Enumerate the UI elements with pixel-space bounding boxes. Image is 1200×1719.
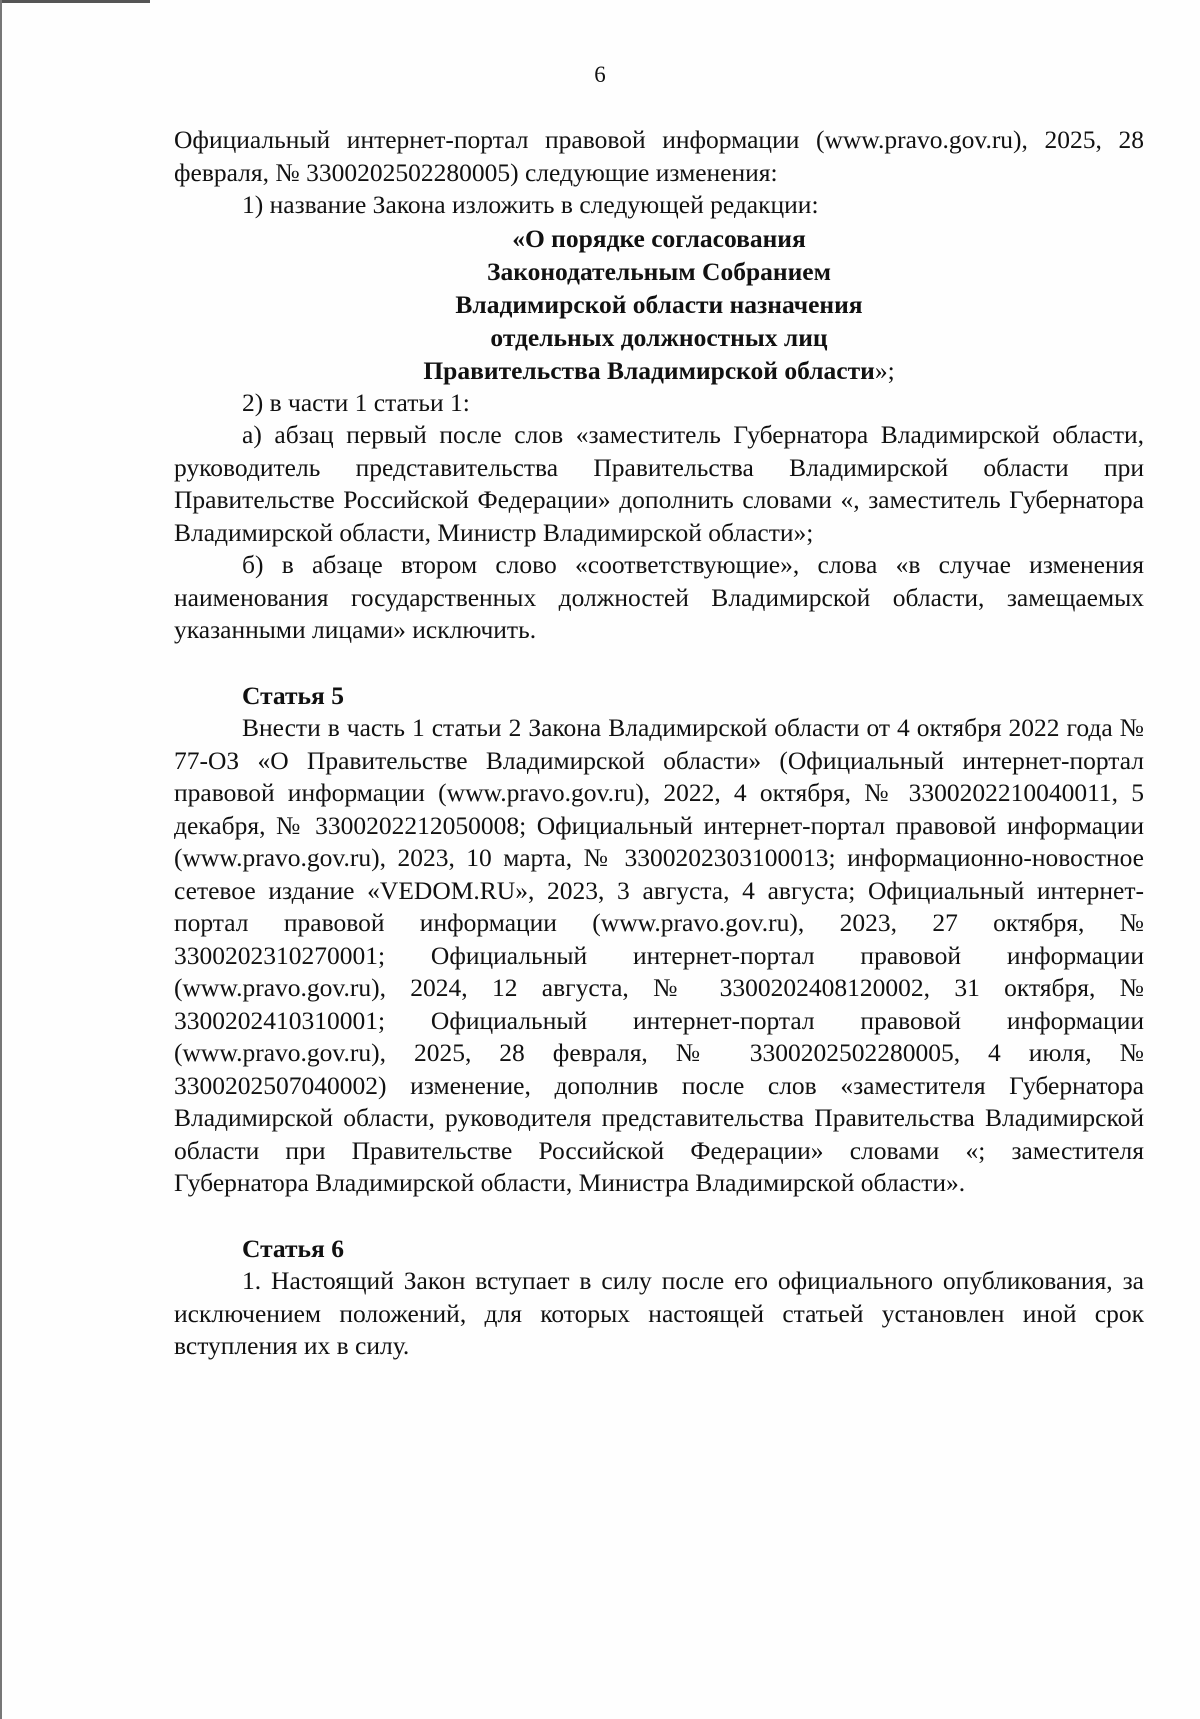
scan-edge-top xyxy=(0,0,150,3)
item-2a: а) абзац первый после слов «заместитель Губернатора Владимирской области, руководитель представительства Правительства Владимирской области при Правительстве Российской Федерации» дополнить словами «, заместитель Губернатора Владимирской области, Министр Владимирской области»; xyxy=(174,420,1144,547)
law-title-tail: »; xyxy=(874,355,895,385)
law-title-line: отдельных должностных лиц xyxy=(490,322,828,352)
law-title-line: Правительства Владимирской области xyxy=(423,355,875,385)
item-2: 2) в части 1 статьи 1: xyxy=(242,387,470,417)
article-6-heading: Статья 6 xyxy=(242,1233,344,1263)
law-title-line-last xyxy=(174,354,1144,387)
intro-paragraph: Официальный интернет-портал правовой информации (www.pravo.gov.ru), 2025, 28 февраля, № 3300202502280005) следующие изменения: xyxy=(174,125,1144,187)
law-title xyxy=(174,222,1144,387)
law-title-line: Владимирской области назначения xyxy=(455,289,863,319)
item-2b: б) в абзаце втором слово «соответствующие», слова «в случае изменения наименования государственных должностей Владимирской области, замещаемых указанными лицами» исключить. xyxy=(174,550,1144,644)
scan-edge-left xyxy=(0,0,2,1719)
law-title-line: «О порядке согласования xyxy=(512,223,806,253)
article-5-text: Внести в часть 1 статьи 2 Закона Владимирской области от 4 октября 2022 года № 77-ОЗ «О Правительстве Владимирской области» (Официальный интернет-портал правовой информации (www.pravo.gov.ru), 2022, 4 октября, № 3300202210040011, 5 декабря, № 3300202212050008; Официальный интернет-портал правовой информации (www.pravo.gov.ru), 2023, 10 марта, № 3300202303100013; информационно-новостное сетевое издание «VEDOM.RU», 2023, 3 августа, 4 августа; Официальный интернет-портал правовой информации (www.pravo.gov.ru), 2023, 27 октября, № 3300202310270001; Официальный интернет-портал правовой информации (www.pravo.gov.ru), 2024, 12 августа, № 3300202408120002, 31 октября, № 3300202410310001; Официальный интернет-портал правовой информации (www.pravo.gov.ru), 2025, 28 февраля, № 3300202502280005, 4 июля, № 3300202507040002) изменение, дополнив после слов «заместителя Губернатора Владимирской области, руководителя представительства Правительства Владимирской области при Правительстве Российской Федерации» словами «; заместителя Губернатора Владимирской области, Министра Владимирской области». xyxy=(174,713,1144,1197)
article-6-text: 1. Настоящий Закон вступает в силу после его официального опубликования, за исключением положений, для которых настоящей статьей установлен иной срок вступления их в силу. xyxy=(174,1266,1144,1360)
document-body xyxy=(174,124,1144,1363)
item-1: 1) название Закона изложить в следующей редакции: xyxy=(242,190,819,219)
page-number: 6 xyxy=(594,62,606,87)
article-5-heading: Статья 5 xyxy=(242,680,344,710)
law-title-line: Законодательным Собранием xyxy=(487,256,831,286)
